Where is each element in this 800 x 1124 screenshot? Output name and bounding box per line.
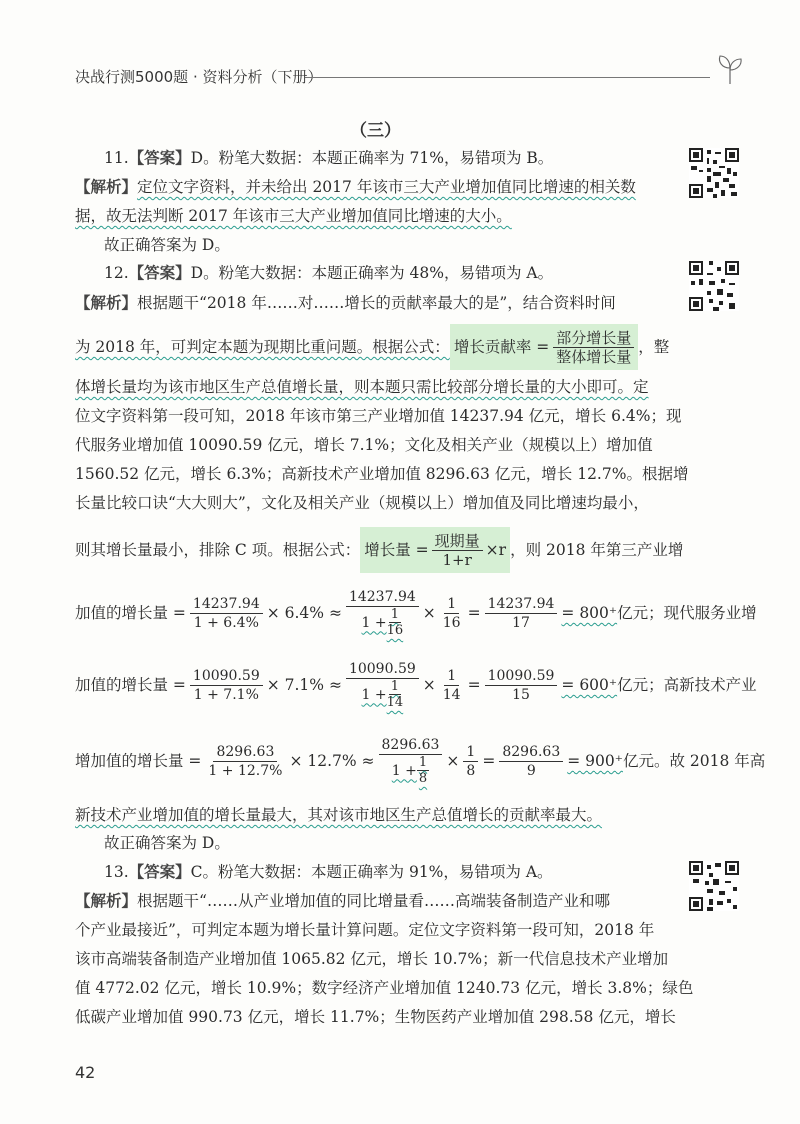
fraction: [346, 660, 419, 710]
numerator: 8296.63: [379, 736, 443, 755]
analysis-text: 定位文字资料，并未给出 2017 年该市三大产业增加值同比增速的相关数: [137, 178, 636, 196]
conclusion: 故正确答案为 D。: [104, 236, 230, 254]
numerator: 14237.94: [485, 595, 558, 614]
q11-analysis-line: [75, 177, 636, 197]
answer-text: C。粉笔大数据：本题正确率为 91%，易错项为 A。: [190, 863, 553, 881]
analysis-text: 低碳产业增加值 990.73 亿元，增长 11.7%；生物医药产业增加值 298.58 亿元，增长: [75, 1008, 676, 1026]
numerator: 1: [418, 755, 428, 770]
formula-lhs: 增长量 =: [364, 541, 429, 559]
q13-answer-line: [104, 862, 553, 882]
operator: × 7.1% ≈: [266, 676, 342, 694]
denominator: 1 + 6.4%: [193, 614, 259, 631]
analysis-text: 新技术产业增加值的增长量最大，其对该市地区生产总值增长的贡献率最大。: [75, 806, 603, 824]
numerator: 14237.94: [190, 595, 263, 614]
operator: ×: [422, 604, 436, 622]
analysis-line: [75, 527, 683, 573]
denominator: [359, 679, 407, 710]
q13-analysis-line: [75, 891, 610, 911]
denominator: [389, 755, 432, 786]
numerator: 1: [444, 595, 459, 614]
analysis-line: [75, 324, 669, 370]
analysis-text: 根据题干“……从产业增加值的同比增量看……高端装备制造产业和哪: [137, 892, 610, 910]
page-number: 42: [75, 1063, 96, 1082]
numerator: 14237.94: [346, 588, 419, 607]
fraction: [432, 532, 483, 569]
operator: =: [467, 604, 481, 622]
analysis-text: 长量比较口诀“大大则大”，文化及相关产业（规模以上）增加值及同比增速均最小，: [75, 494, 649, 512]
analysis-text: 1560.52 亿元，增长 6.3%；高新技术产业增加值 8296.63 亿元，增长 12.7%。根据增: [75, 465, 689, 483]
formula-highlight: [450, 324, 638, 370]
fraction: [417, 755, 429, 786]
denominator: 8: [418, 771, 428, 786]
fraction: [190, 595, 263, 632]
numerator: 8296.63: [213, 743, 277, 762]
operator: =: [482, 752, 496, 770]
equation-label: 增加值的增长量 =: [75, 752, 202, 770]
equation-row: [75, 736, 765, 786]
answer-tag: 【答案】: [128, 264, 191, 282]
qr-code-icon: [689, 861, 739, 911]
analysis-text: 亿元；现代服务业增: [617, 604, 757, 622]
operator: =: [467, 676, 481, 694]
running-header: 决战行测5000题 · 资料分析（下册）: [75, 68, 323, 86]
result: = 900⁺: [567, 752, 623, 770]
numerator: 10090.59: [190, 667, 263, 686]
analysis-text: 根据题干“2018 年……对……增长的贡献率最大的是”，结合资料时间: [137, 294, 616, 312]
denominator: 14: [442, 686, 461, 703]
fraction: [553, 329, 634, 366]
analysis-text: 代服务业增加值 10090.59 亿元，增长 7.1%；文化及相关产业（规模以上）增加值: [75, 436, 653, 454]
numerator: 10090.59: [485, 667, 558, 686]
analysis-tag: 【解析】: [75, 294, 138, 312]
section-title: （三）: [350, 121, 401, 141]
qr-code-icon: [689, 148, 739, 198]
analysis-text: 体增长量均为该市地区生产总值增长量，则本题只需比较部分增长量的大小即可。定: [75, 378, 649, 396]
operator: × 12.7% ≈: [289, 752, 375, 770]
result: = 800⁺: [561, 604, 618, 622]
denominator: 1+r: [442, 550, 472, 569]
denominator: [359, 607, 407, 638]
denominator-part: 1 +: [361, 686, 387, 703]
fraction: [440, 667, 464, 704]
equation-row: [75, 588, 757, 638]
analysis-text: 亿元。故 2018 年高: [622, 752, 766, 770]
analysis-text: 为 2018 年，可判定本题为现期比重问题。根据公式：: [75, 338, 450, 356]
equation-label: 加值的增长量 =: [75, 604, 186, 622]
denominator: 1 + 7.1%: [193, 686, 259, 703]
denominator: 9: [526, 762, 536, 779]
denominator: 8: [466, 762, 476, 779]
analysis-text: ，则 2018 年第三产业增: [510, 541, 684, 559]
fraction: [387, 679, 404, 710]
fraction: [485, 595, 558, 632]
answer-tag: 【答案】: [128, 863, 191, 881]
answer-text: D。粉笔大数据：本题正确率为 48%，易错项为 A。: [190, 264, 554, 282]
analysis-tag: 【解析】: [75, 178, 138, 196]
analysis-text: 该市高端装备制造产业增加值 1065.82 亿元，增长 10.7%；新一代信息技术产业增加: [75, 950, 669, 968]
analysis-text: 值 4772.02 亿元，增长 10.9%；数字经济产业增加值 1240.73 亿元，增长 3.8%；绿色: [75, 979, 694, 997]
fraction: [190, 667, 263, 704]
denominator: 16: [442, 614, 461, 631]
denominator: 17: [512, 614, 530, 631]
fraction: [346, 588, 419, 638]
numerator: 1: [390, 607, 400, 622]
formula-lhs: 增长贡献率 =: [453, 338, 550, 356]
equation-label: 加值的增长量 =: [75, 676, 186, 694]
numerator: 部分增长量: [553, 329, 634, 348]
question-number: 12.: [104, 264, 129, 282]
denominator: 整体增长量: [556, 347, 632, 366]
numerator: 8296.63: [499, 743, 563, 762]
denominator-part: 1 +: [361, 614, 387, 631]
fraction: [485, 667, 558, 704]
answer-tag: 【答案】: [128, 149, 191, 167]
analysis-text: 位文字资料第一段可知，2018 年该市第三产业增加值 14237.94 亿元，增长 6.4%；现: [75, 407, 682, 425]
numerator: 现期量: [432, 532, 483, 551]
operator: ×: [446, 752, 460, 770]
numerator: 1: [463, 743, 478, 762]
q12-analysis-line: [75, 293, 616, 313]
numerator: 1: [390, 679, 400, 694]
fraction: [387, 607, 404, 638]
numerator: 1: [444, 667, 459, 686]
denominator-part: 1 +: [391, 762, 417, 779]
answer-text: D。粉笔大数据：本题正确率为 71%，易错项为 B。: [190, 149, 554, 167]
analysis-text: 据，故无法判断 2017 年该市三大产业增加值同比增速的大小。: [75, 207, 512, 225]
analysis-text: ，整: [638, 338, 670, 356]
denominator: 14: [386, 695, 404, 710]
qr-code-icon: [689, 261, 739, 311]
denominator: 16: [386, 623, 404, 638]
conclusion: 故正确答案为 D。: [104, 834, 230, 852]
analysis-text: 则其增长量最小，排除 C 项。根据公式：: [75, 541, 361, 559]
operator: ×: [422, 676, 436, 694]
result: = 600⁺: [561, 676, 618, 694]
numerator: 10090.59: [346, 660, 419, 679]
denominator: 15: [512, 686, 530, 703]
question-number: 11.: [104, 149, 129, 167]
fraction: [499, 743, 563, 780]
analysis-tag: 【解析】: [75, 892, 138, 910]
header-rule: [305, 77, 710, 78]
analysis-text: 亿元；高新技术产业: [617, 676, 757, 694]
equation-row: [75, 660, 757, 710]
q11-answer-line: [104, 148, 553, 168]
operator: × 6.4% ≈: [266, 604, 342, 622]
formula-tail: ×r: [485, 541, 507, 559]
formula-highlight: [360, 527, 510, 573]
fraction: [379, 736, 443, 786]
fraction: [463, 743, 478, 780]
analysis-text: 个产业最接近”，可判定本题为增长量计算问题。定位文字资料第一段可知，2018 年: [75, 921, 655, 939]
analysis-text: [75, 377, 649, 397]
fraction: [205, 743, 285, 780]
denominator: 1 + 12.7%: [208, 762, 283, 779]
sprout-icon: [712, 52, 748, 86]
q12-answer-line: [104, 263, 553, 283]
fraction: [440, 595, 464, 632]
question-number: 13.: [104, 863, 129, 881]
